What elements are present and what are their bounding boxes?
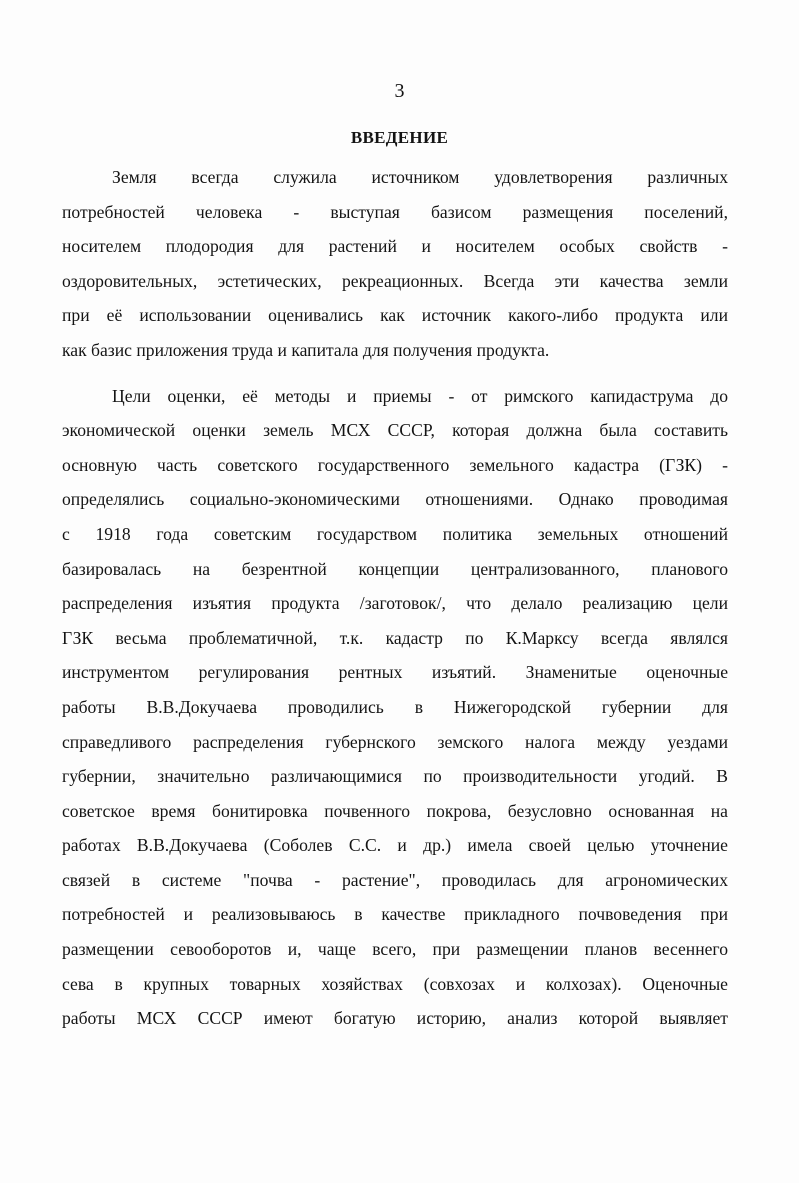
text-line: распределения изъятия продукта /заготовок/, что делало реализацию цели <box>62 593 728 614</box>
text-line: основную часть советского государственного земельного кадастра (ГЗК) - <box>62 454 728 475</box>
text-line: сева в крупных товарных хозяйствах (совхозах и колхозах). Оценочные <box>62 973 728 994</box>
page-number: 3 <box>394 80 405 102</box>
text-line: справедливого распределения губернского земского налога между уездами <box>62 731 728 752</box>
text-line: определялись социально-экономическими отношениями. Однако проводимая <box>62 489 728 510</box>
text-line: как базис приложения труда и капитала для получения продукта. <box>62 339 550 360</box>
text-line: работы В.В.Докучаева проводились в Нижегородской губернии для <box>62 696 728 717</box>
text-line: с 1918 года советским государством политика земельных отношений <box>62 523 728 544</box>
text-line: ГЗК весьма проблематичной, т.к. кадастр по К.Марксу всегда являлся <box>62 627 728 648</box>
body-text <box>62 160 728 1036</box>
paragraph-1 <box>62 160 728 368</box>
text-line: связей в системе "почва - растение", проводилась для агрономических <box>62 869 728 890</box>
text-line: работах В.В.Докучаева (Соболев С.С. и др.) имела своей целью уточнение <box>62 835 728 856</box>
text-line: инструментом регулирования рентных изъятий. Знаменитые оценочные <box>62 662 728 683</box>
text-line: губернии, значительно различающимися по производительности угодий. В <box>62 766 728 787</box>
paragraph-gap <box>62 368 728 379</box>
text-line: размещении севооборотов и, чаще всего, при размещении планов весеннего <box>62 939 728 960</box>
text-line: Цели оценки, её методы и приемы - от римского капидаструма до <box>112 385 728 406</box>
text-line: потребностей и реализовываюсь в качестве прикладного почвоведения при <box>62 904 728 925</box>
text-line: экономической оценки земель МСХ СССР, которая должна была составить <box>62 420 728 441</box>
text-line: Земля всегда служила источником удовлетворения различных <box>112 167 728 187</box>
text-line: советское время бонитировка почвенного покрова, безусловно основанная на <box>62 800 728 821</box>
text-line: носителем плодородия для растений и носителем особых свойств - <box>62 236 728 257</box>
section-heading: ВВЕДЕНИЕ <box>350 128 449 147</box>
paragraph-2 <box>62 379 728 1036</box>
text-line: базировалась на безрентной концепции централизованного, планового <box>62 558 728 579</box>
text-line: оздоровительных, эстетических, рекреационных. Всегда эти качества земли <box>62 270 728 291</box>
text-line: потребностей человека - выступая базисом размещения поселений, <box>62 201 728 222</box>
text-line: работы МСХ СССР имеют богатую историю, анализ которой выявляет <box>62 1008 728 1029</box>
text-line: при её использовании оценивались как источник какого-либо продукта или <box>62 305 728 326</box>
